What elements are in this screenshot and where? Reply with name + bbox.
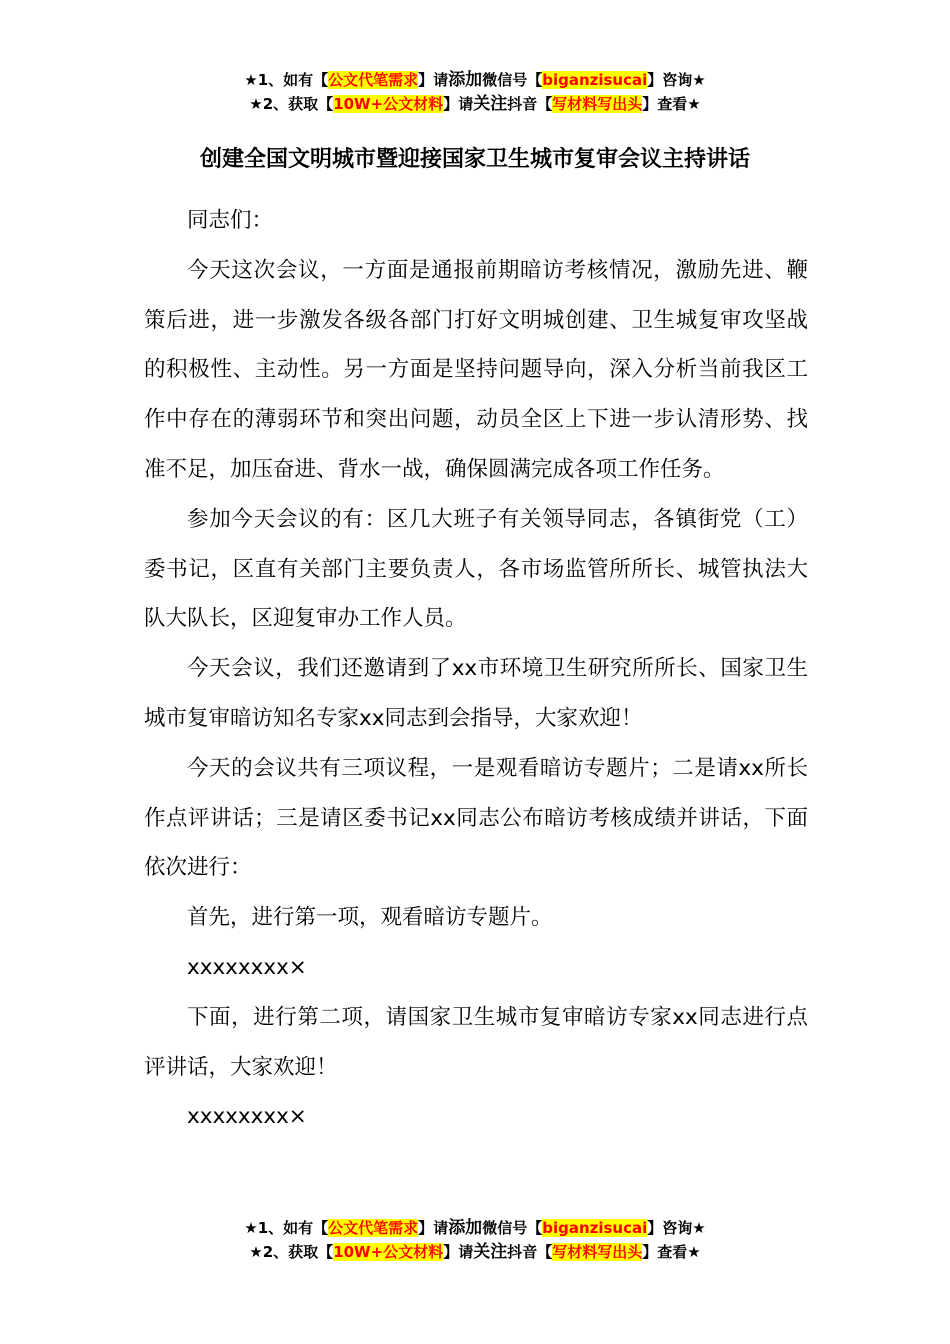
highlight-wechat-id: biganzisucai bbox=[542, 1219, 648, 1237]
promo-footer bbox=[0, 1216, 950, 1264]
placeholder-text: xxxxxxxx× bbox=[187, 954, 307, 980]
promo-emphasis: 关注 bbox=[473, 1242, 508, 1262]
promo-text: 2、获取【 bbox=[262, 1243, 334, 1261]
paragraph: 首先，进行第一项，观看暗访专题片。 bbox=[187, 905, 553, 931]
highlight-douyin: 写材料写出头 bbox=[552, 1243, 643, 1261]
paragraph: 下面，进行第二项，请国家卫生城市复审暗访专家xx同志进行点评讲话，大家欢迎！ bbox=[144, 1004, 808, 1080]
document-body bbox=[144, 196, 808, 1142]
highlight-wechat-id: biganzisucai bbox=[542, 71, 648, 89]
paragraph: 今天会议，我们还邀请到了xx市环境卫生研究所所长、国家卫生城市复审暗访知名专家xx同志到会指导，大家欢迎！ bbox=[144, 656, 808, 731]
promo-line-2 bbox=[0, 92, 950, 116]
salutation: 同志们： bbox=[187, 208, 274, 233]
star-icon: ★ bbox=[249, 1243, 263, 1261]
promo-text: 】查看 bbox=[642, 1243, 688, 1261]
promo-text: 】请 bbox=[443, 95, 474, 113]
promo-line-2 bbox=[0, 1240, 950, 1264]
promo-emphasis: 添加 bbox=[448, 1218, 483, 1238]
highlight-materials: 10W+公文材料 bbox=[333, 95, 444, 113]
promo-text: 抖音【 bbox=[507, 95, 553, 113]
promo-text: 微信号【 bbox=[482, 71, 543, 89]
star-icon: ★ bbox=[244, 1219, 258, 1237]
promo-text: 】查看 bbox=[642, 95, 688, 113]
placeholder-text: xxxxxxxx× bbox=[187, 1104, 307, 1130]
star-icon: ★ bbox=[249, 95, 263, 113]
star-icon: ★ bbox=[244, 71, 258, 89]
promo-emphasis: 添加 bbox=[448, 70, 483, 90]
promo-text: 】请 bbox=[443, 1243, 474, 1261]
promo-text: 1、如有【 bbox=[257, 1219, 329, 1237]
star-icon: ★ bbox=[692, 1219, 706, 1237]
paragraph: 参加今天会议的有：区几大班子有关领导同志，各镇街党（工）委书记，区直有关部门主要负责人，各市场监管所所长、城管执法大队大队长，区迎复审办工作人员。 bbox=[144, 506, 808, 632]
star-icon: ★ bbox=[687, 1243, 701, 1261]
document-title: 创建全国文明城市暨迎接国家卫生城市复审会议主持讲话 bbox=[199, 147, 750, 172]
promo-line-1 bbox=[0, 1216, 950, 1240]
paragraph: 今天的会议共有三项议程，一是观看暗访专题片；二是请xx所长作点评讲话；三是请区委书记xx同志公布暗访考核成绩并讲话，下面依次进行： bbox=[144, 755, 808, 881]
promo-text: 】咨询 bbox=[647, 71, 693, 89]
promo-text: 微信号【 bbox=[482, 1219, 543, 1237]
highlight-douyin: 写材料写出头 bbox=[552, 95, 643, 113]
promo-text: 2、获取【 bbox=[262, 95, 334, 113]
promo-text: 抖音【 bbox=[507, 1243, 553, 1261]
promo-header bbox=[0, 68, 950, 116]
promo-emphasis: 关注 bbox=[473, 94, 508, 114]
star-icon: ★ bbox=[692, 71, 706, 89]
star-icon: ★ bbox=[687, 95, 701, 113]
promo-text: 】请 bbox=[418, 1219, 449, 1237]
promo-text: 1、如有【 bbox=[257, 71, 329, 89]
highlight-service: 公文代笔需求 bbox=[328, 1219, 419, 1237]
paragraph: 今天这次会议，一方面是通报前期暗访考核情况，激励先进、鞭策后进，进一步激发各级各部门打好文明城创建、卫生城复审攻坚战的积极性、主动性。另一方面是坚持问题导向，深入分析当前我区工作中存在的薄弱环节和突出问题，动员全区上下进一步认清形势、找准不足，加压奋进、背水一战，确保圆满完成各项工作任务。 bbox=[144, 257, 808, 482]
promo-line-1 bbox=[0, 68, 950, 92]
promo-text: 】请 bbox=[418, 71, 449, 89]
highlight-materials: 10W+公文材料 bbox=[333, 1243, 444, 1261]
promo-text: 】咨询 bbox=[647, 1219, 693, 1237]
highlight-service: 公文代笔需求 bbox=[328, 71, 419, 89]
